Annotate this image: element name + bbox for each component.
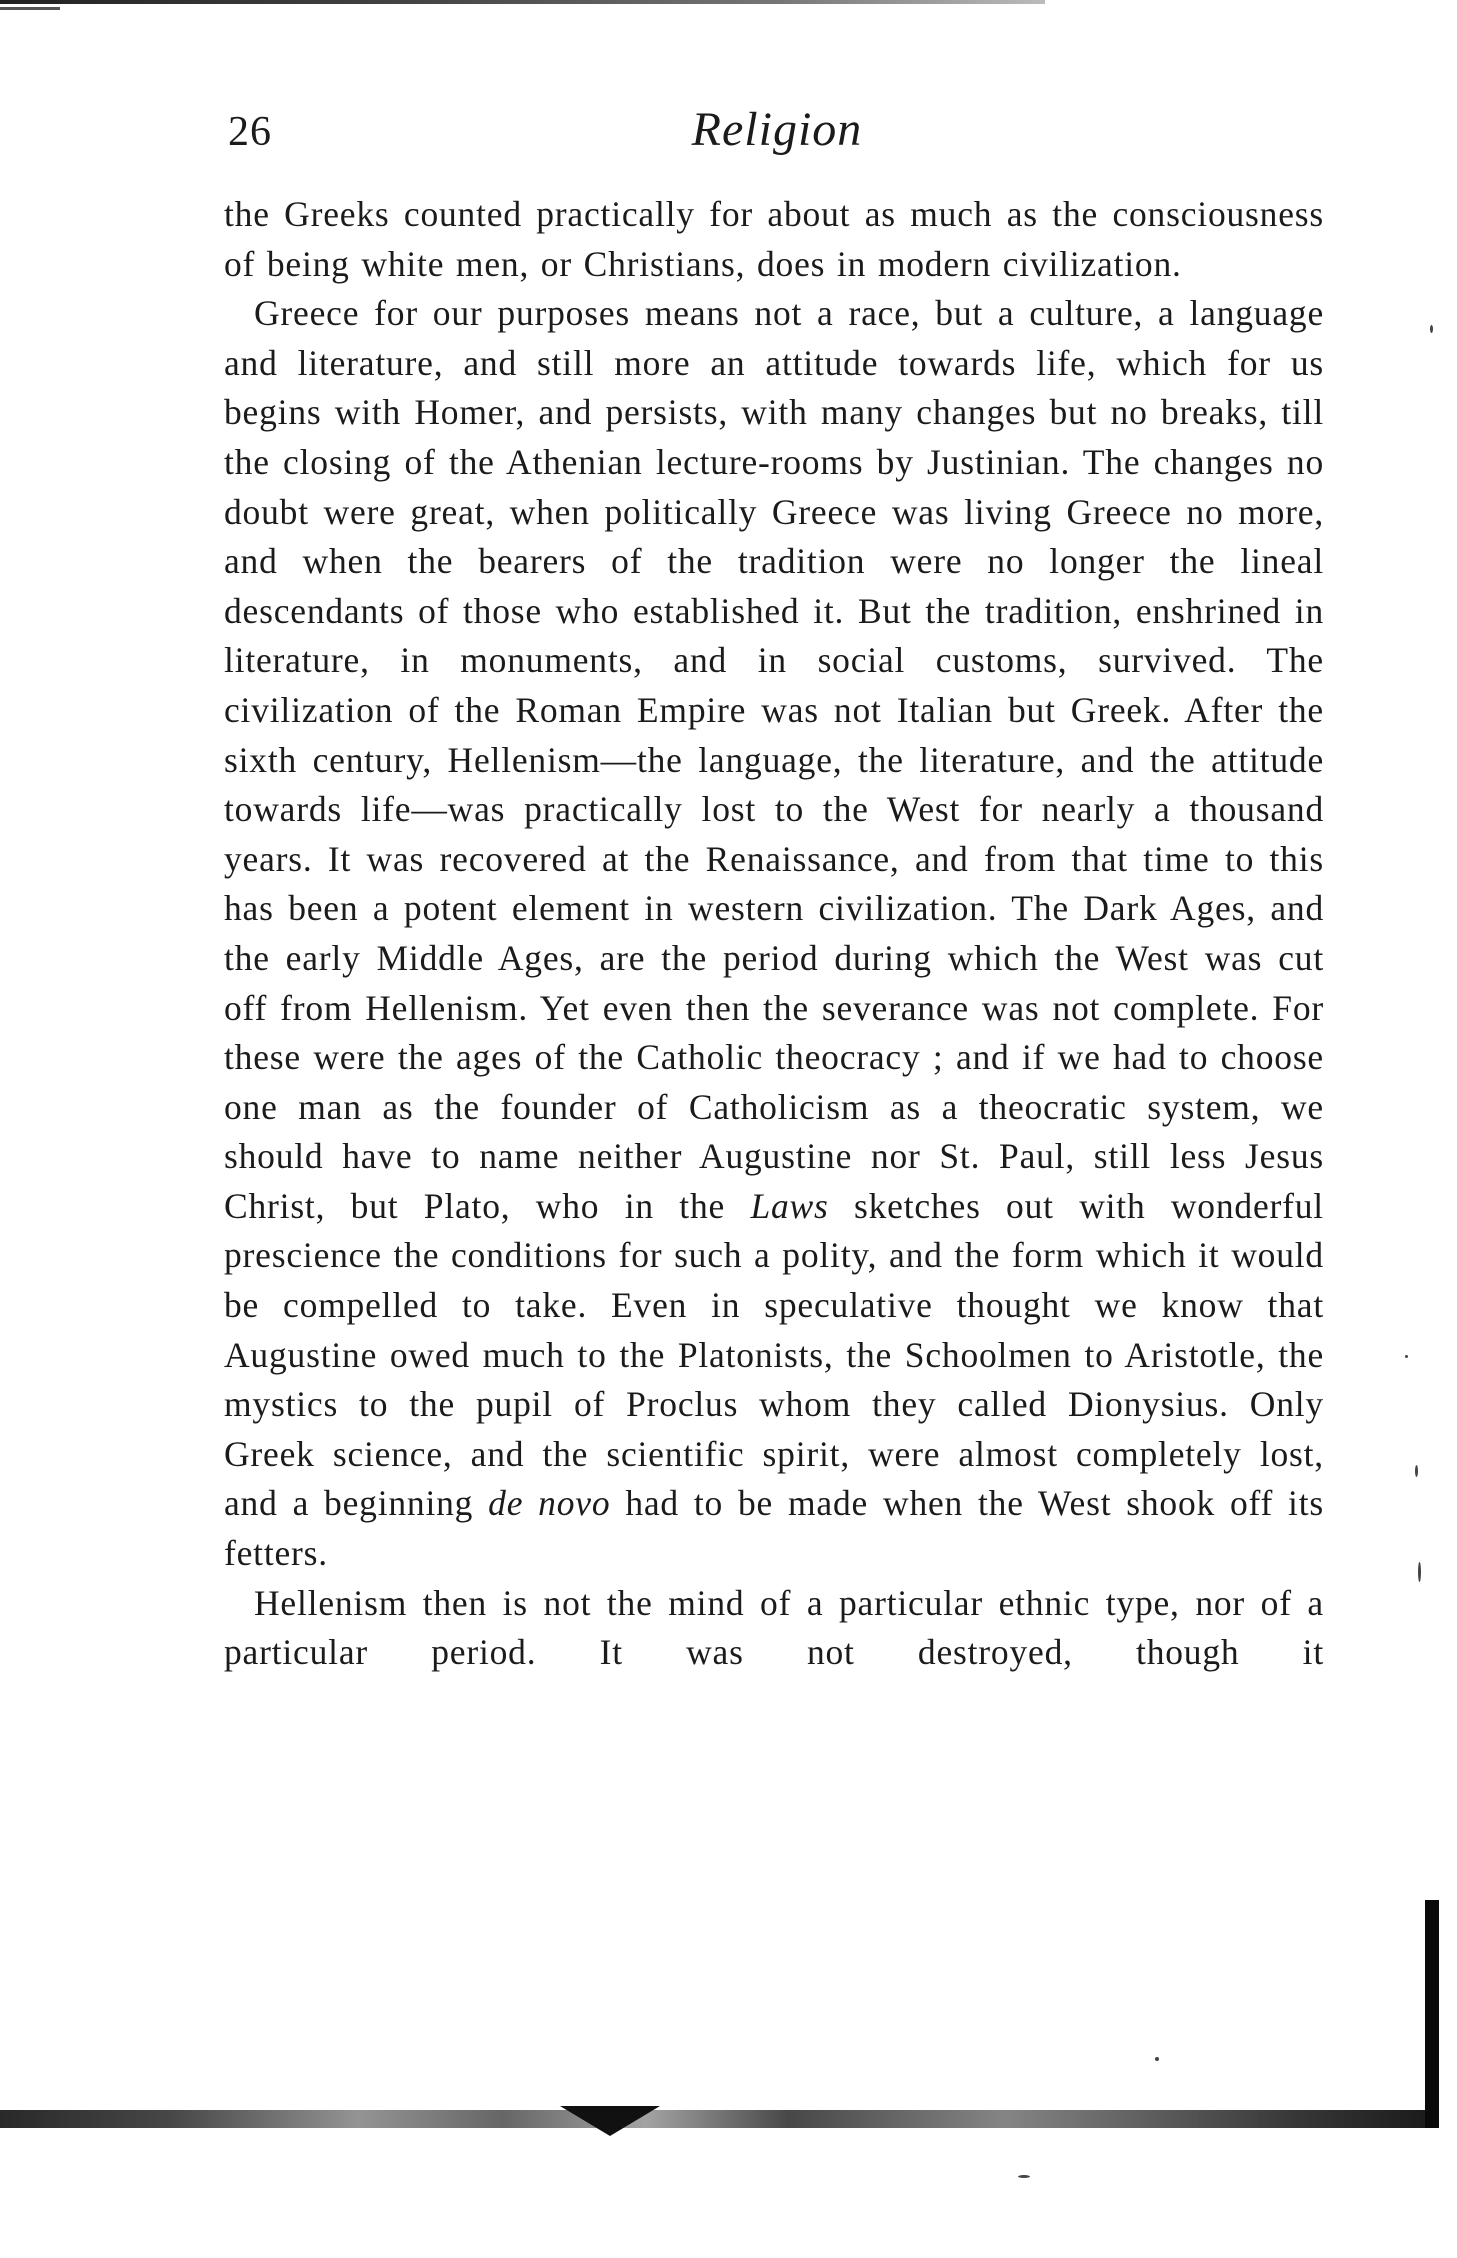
scan-top-edge-mark <box>0 7 60 10</box>
italic-laws: Laws <box>750 1185 829 1226</box>
running-head <box>228 102 1326 162</box>
scan-right-edge-mark <box>1425 1900 1439 2128</box>
paragraph-3: Hellenism then is not the mind of a particular ethnic type, nor of a particular period. It was not destroyed, though it <box>224 1582 1324 1673</box>
scan-speck <box>1018 2175 1030 2178</box>
italic-de-novo: de novo <box>488 1483 611 1524</box>
scan-bottom-edge-mark <box>0 2110 1435 2128</box>
scan-bottom-edge-mark <box>560 2106 660 2136</box>
page-title: Religion <box>691 103 863 156</box>
scan-speck <box>1418 1562 1421 1582</box>
scan-top-edge-mark <box>0 0 1045 4</box>
paragraph-2-part-a: Greece for our purposes means not a race, but a culture, a language and literature, and still more an attitude towards life, which for us begins with Homer, and persists, with many changes but no breaks, till the closing of the Athenian lecture-rooms by Justinian. The changes no doubt were great, when politically Greece was living Greece no more, and when the bearers of the tradition were no longer the lineal descendants of those who established it. But the tradition, enshrined in literature, in monuments, and in social customs, survived. The civilization of the Roman Empire was not Italian but Greek. After the sixth century, Hellenism—the language, the literature, and the attitude towards life—was practically lost to the West for nearly a thousand years. It was recovered at the Renaissance, and from that time to this has been a potent element in western civilization. The Dark Ages, and the early Middle Ages, are the period during which the West was cut off from Hellenism. Yet even then the severance was not complete. For these were the ages of the Catholic theocracy ; and if we had to choose one man as the founder of Catholicism as a theocratic system, we should have to name neither Augustine nor St. Paul, still less Jesus Christ, but Plato, who in the <box>224 293 1324 1226</box>
page-number: 26 <box>228 109 272 155</box>
scan-speck <box>1405 1355 1408 1358</box>
paragraph-2 <box>224 289 1324 1578</box>
paragraph-1: the Greeks counted practically for about as much as the consciousness of being white men, or Christians, does in modern civilization. <box>224 194 1324 284</box>
body-text <box>224 190 1324 1678</box>
paragraph-2-part-c: had to be made when the West shook off its fetters. <box>224 1483 1324 1574</box>
scan-speck <box>1415 1465 1418 1477</box>
scan-speck <box>1430 325 1433 333</box>
paragraph-2-part-b: sketches out with wonderful prescience the conditions for such a polity, and the form which it would be compelled to take. Even in speculative thought we know that Augustine owed much to the Platonists, the Schoolmen to Aristotle, the mystics to the pupil of Proclus whom they called Dionysius. Only Greek science, and the scientific spirit, were almost completely lost, and a beginning <box>224 1185 1324 1524</box>
scan-speck <box>1155 2057 1159 2061</box>
